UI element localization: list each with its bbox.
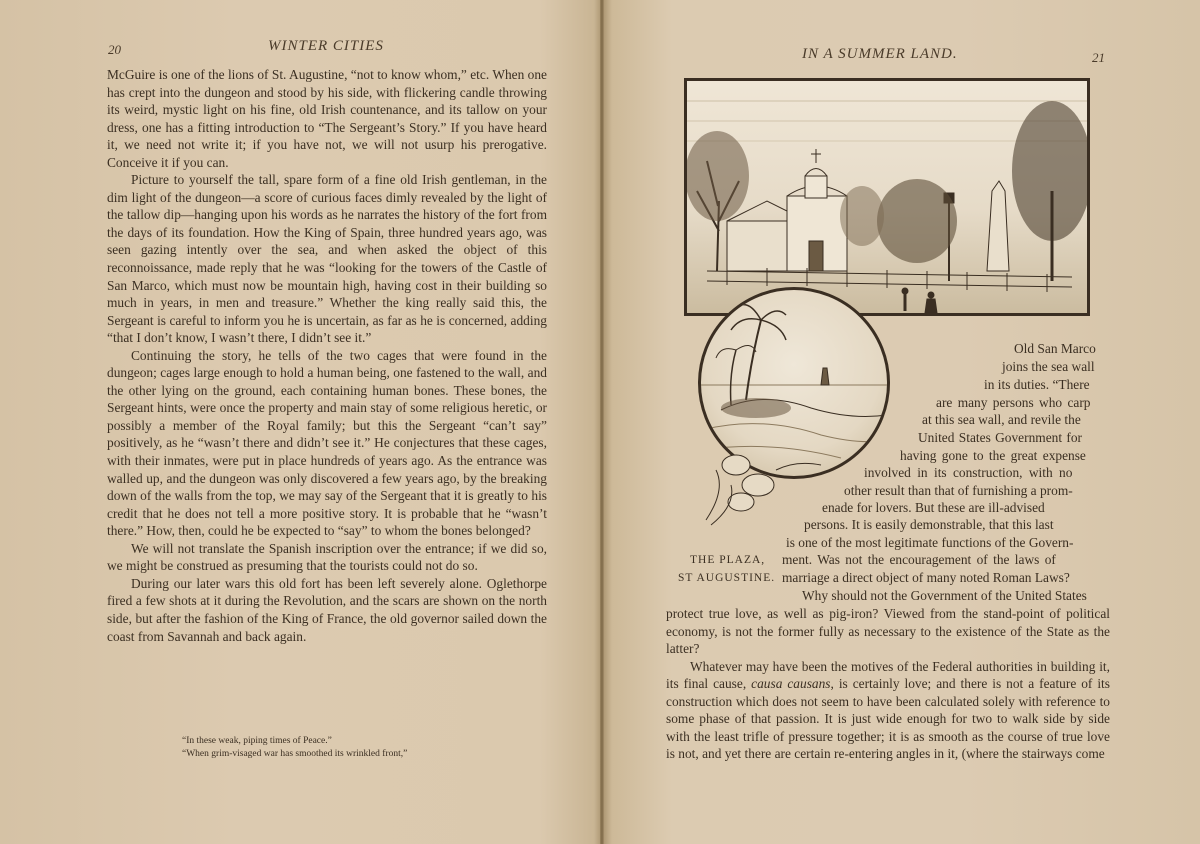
plaza-illustration [687,81,1087,313]
plaza-engraving [684,78,1090,316]
wrap-line: is one of the most legitimate functions of the Govern- [786,535,1074,550]
running-head: IN A SUMMER LAND. [802,46,958,62]
wrap-line: Why should not the Government of the United States [802,588,1087,603]
paragraph: During our later wars this old fort has been left severely alone. Oglethorpe fired a few shots at it during the Revolution, and the scars are shown on the north side, but after the fashion of the King of France, the old governor sailed down the coast from Savannah and back again. [107,575,547,644]
paragraph: Continuing the story, he tells of the two cages that were found in the dungeon; cages large enough to hold a human being, one fastened to the wall, and the other lying on the ground, each containing human bones. These bones, the Sergeant hints, were once the property and main stay of some religious heretic, or possibly a member of the Royal family; but this the Sergeant “can’t say” positively, as he “wasn’t there and didn’t see it.” He conjectures that these cages, with their inmates, were put in place hundreds of years ago. As the entrance was walled up, and the dungeon was only discovered a few years ago, by the breaking down of the walls from the top, we may say of the Sergeant that it is greatly to his credit that he does not tell a more positive story. It is probable that he “wasn’t there.” How, then, could he be expected to “say” to whom the bones belonged? [107,347,547,539]
footnote [182,735,512,761]
wrap-line: persons. It is easily demonstrable, that this last [804,517,1054,532]
wrap-line: are many persons who carp [936,395,1091,410]
wrap-line: Old San Marco [1014,341,1096,356]
running-head: WINTER CITIES [268,38,384,54]
page-number: 20 [108,42,121,57]
paragraph: McGuire is one of the lions of St. Augustine, “not to know whom,” etc. When one has crept into the dungeon and stood by his side, with flickering candle throwing its weird, mystic light on his fine, old Irish countenance, and its tallow on your dress, one has a fitting introduction to “The Sergeant’s Story.” If you have heard it, we need not write it; if you have not, we will not usurp his prerogative. Conceive it if you can. [107,67,547,170]
illustration-caption: THE PLAZA, [690,554,766,566]
left-body-text [107,66,547,645]
wrap-line: marriage a direct object of many noted Roman Laws? [782,570,1070,585]
page-number: 21 [1092,50,1105,65]
latin-phrase: causa causans [751,676,831,692]
shell-ornament [696,430,836,530]
wrap-line: at this sea wall, and revile the [922,412,1081,427]
wrap-line: United States Government for [918,430,1083,445]
right-body-text [666,605,1110,763]
right-page [604,0,1200,844]
footnote-line: “When grim-visaged war has smoothed its wrinkled front,” [182,749,408,759]
wrap-line: joins the sea wall [1002,359,1095,374]
footnote-line: “In these weak, piping times of Peace.” [182,736,332,746]
wrap-line: in its duties. “There [984,377,1090,392]
paragraph [666,658,1110,763]
paragraph: Picture to yourself the tall, spare form of a fine old Irish gentleman, in the dim light of the dungeon—a score of curious faces dimly revealed by the light of the tallow dip—hanging upon his words as he narrates the history of the fort from the days of its foundation. How the King of Spain, three hundred years ago, was seen gazing intently over the sea, and when asked the object of this reconnoissance, made reply that he was “looking for the towers of the Castle of San Marco, which must now be mountain high, having cost in their building so much in years, in men and treasure.” Whether the king really said this, the Sergeant is careful to inform you he is uncertain, as far as he is concerned, adding “that I don’t know, I wasn’t there, I didn’t see it.” [107,172,547,346]
paragraph: protect true love, as well as pig-iron? Viewed from the stand-point of political economy, is not the former fully as necessary to the existence of the State as the latter? [666,606,1110,657]
wrap-line: ment. Was not the encouragement of the laws of [782,552,1056,567]
wrap-line: enade for lovers. But these are ill-advised [822,500,1045,515]
illustration-caption: ST AUGUSTINE. [678,572,776,584]
wrap-line: other result than that of furnishing a prom- [844,483,1073,498]
paragraph: We will not translate the Spanish inscription over the entrance; if we did so, we might be construed as presuming that the tourists could not do so. [107,540,547,574]
wrap-line: having gone to the great expense [900,448,1086,463]
paragraph-text: Whatever may have been the motives of the Federal authorities in building it, its final cause, [666,658,1110,692]
paragraph-text: , is certainly love; and there is not a feature of its construction which does not seem to have been calculated solely with reference to some phase of that passion. It is just wide enough for two to walk side by side with the least trifle of pressure together; it is as smooth as the course of true love is not, and yet there are certain re-entering angles in it, (where the stairways come [666,676,1110,762]
wrap-line: involved in its construction, with no [864,465,1073,480]
